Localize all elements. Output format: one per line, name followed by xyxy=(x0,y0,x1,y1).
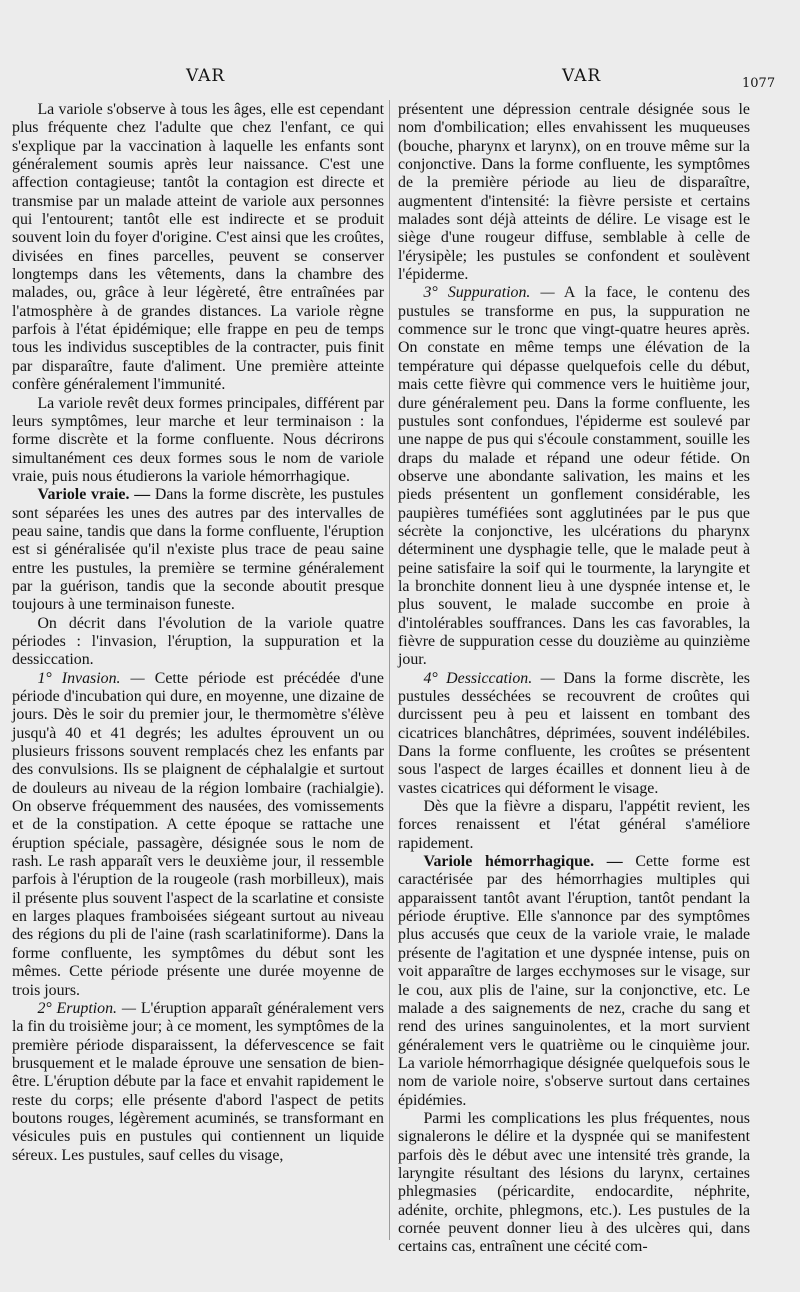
running-head-left: VAR xyxy=(186,66,226,86)
running-head-right: VAR xyxy=(562,66,602,86)
left-column xyxy=(12,101,384,1165)
section-paragraph xyxy=(398,670,750,798)
paragraph: La variole s'observe à tous les âges, elle est cependant plus fréquente chez l'adulte que chez l'enfant, ce qui s'explique par la vaccination à laquelle les enfants sont généralement soumis après leur naissance. C'est une affection contagieuse; tantôt la contagion est directe et transmise par un malade atteint de variole aux personnes qui l'entourent; tantôt elle est indirecte et se produit souvent loin du foyer d'origine. C'est ainsi que les croûtes, divisées en fines parcelles, peuvent se conserver longtemps dans les vêtements, dans la chambre des malades, ou, grâce à leur légèreté, être entraînées par l'atmosphère à de grandes distances. La variole règne parfois à l'état épidémique; elle frappe en peu de temps tous les individus susceptibles de la contracter, puis finit par disparaître, faute d'aliment. Une première atteinte confère généralement l'immunité. xyxy=(12,101,384,394)
section-paragraph xyxy=(12,486,384,614)
period-heading-suppuration: 3° Suppuration. — xyxy=(423,284,555,302)
period-heading-dessiccation: 4° Dessiccation. — xyxy=(423,669,555,687)
paragraph-text: Cette forme est caractérisée par des hémorrhagies multiples qui apparaissent tantôt avant l'éruption, tantôt pendant la période éruptive. Elle s'annonce par des symptômes plus accusés que ceux de la variole vraie, le malade présente de l'agitation et une dyspnée intense, puis on voit apparaître de larges ecchymoses sur le visage, sur le cou, aux plis de l'aine, sur la conjonctive, etc. Le malade a des saignements de nez, crache du sang et rend des urines sanguinolentes, et la mort survient généralement vers le quatrième ou le cinquième jour. La variole hémorrhagique désignée quelquefois sous le nom de variole noire, s'observe surtout dans certaines épidémies. xyxy=(398,853,750,1109)
paragraph: Parmi les complications les plus fréquentes, nous signalerons le délire et la dyspnée qui se manifestent parfois dès le début avec une intensité très grande, la laryngite résultant des lésions du larynx, certaines phlegmasies (péricardite, endocardite, néphrite, adénite, orchite, phlegmons, etc.). Les pustules de la cornée peuvent donner lieu à des ulcères qui, dans certains cas, entraînent une cécité com- xyxy=(398,1109,750,1256)
section-paragraph xyxy=(398,853,750,1110)
period-heading-invasion: 1° Invasion. — xyxy=(37,669,145,687)
period-heading-eruption: 2° Eruption. — xyxy=(37,999,136,1017)
paragraph-text: A la face, le contenu des pustules se transforme en pus, la suppuration ne commence sur le tronc que vingt-quatre heures après. On constate en même temps une élévation de la température qui dépasse quelquefois celle du début, mais cette fièvre qui commence vers le huitième jour, dure généralement peu. Dans la forme confluente, les pustules sont confondues, l'épiderme est soulevé par une nappe de pus qui s'écoule constamment, souille les draps du malade et répand une odeur fétide. On observe une abondante salivation, les mains et les pieds présentent un gonflement considérable, les paupières tuméfiées sont agglutinées par le pus que sécrète la conjonctive, les ulcérations du pharynx déterminent une dysphagie telle, que le malade peut à peine satisfaire la soif qui le tourmente, la laryngite et la bronchite donnent lieu à une dyspnée intense et, le plus souvent, le malade succombe en proie à d'intolérables souffrances. Dans les cas favorables, la fièvre de suppuration cesse du douzième au quinzième jour. xyxy=(398,284,750,669)
paragraph: La variole revêt deux formes principales, différent par leurs symptômes, leur marche et leur terminaison : la forme discrète et la forme confluente. Nous décrirons simultanément ces deux formes sous le nom de variole vraie, puis nous étudierons la variole hémorrhagique. xyxy=(12,394,384,485)
page-number: 1077 xyxy=(742,76,776,91)
section-heading-variole-hemorrhagique: Variole hémorrhagique. — xyxy=(423,853,623,871)
paragraph: Dès que la fièvre a disparu, l'appétit revient, les forces renaissent et l'état général s'améliore rapidement. xyxy=(398,798,750,852)
right-column xyxy=(398,101,750,1257)
section-paragraph xyxy=(12,1000,384,1165)
column-divider xyxy=(389,100,390,1240)
paragraph-text: Dans la forme discrète, les pustules sont séparées les unes des autres par des intervalles de peau saine, tandis que dans la forme confluente, l'éruption est si généralisée qu'il n'existe plus trace de peau saine entre les pustules, la première se termine généralement par la guérison, tandis que la seconde aboutit presque toujours à une terminaison funeste. xyxy=(12,486,384,614)
section-paragraph xyxy=(398,284,750,669)
section-paragraph xyxy=(12,670,384,1000)
paragraph-text: Dans la forme discrète, les pustules desséchées se recouvrent de croûtes qui durcissent peu à peu et laissent en tombant des cicatrices blanchâtres, déprimées, souvent indélébiles. Dans la forme confluente, les croûtes se présentent sous l'aspect de larges écailles et donnent lieu à de vastes cicatrices qui déforment le visage. xyxy=(398,669,750,797)
paragraph-text: Cette période est précédée d'une période d'incubation qui dure, en moyenne, une dizaine de jours. Dès le soir du premier jour, le thermomètre s'élève jusqu'à 40 et 41 degrés; les adultes éprouvent un ou plusieurs frissons souvent remplacés chez les enfants par des convulsions. Ils se plaignent de céphalalgie et surtout de douleurs au niveau de la région lombaire (rachialgie). On observe fréquemment des nausées, des vomissements et de la constipation. A cette époque se rattache une éruption spéciale, passagère, désignée sous le nom de rash. Le rash apparaît vers le deuxième jour, il ressemble parfois à l'éruption de la rougeole (rash morbilleux), mais il présente plus souvent l'aspect de la scarlatine et consiste en larges plaques framboisées siégeant surtout au niveau des régions du pli de l'aine (rash scarlatiniforme). Dans la forme confluente, les symptômes du début sont les mêmes. Cette période présente une durée moyenne de trois jours. xyxy=(12,669,384,999)
paragraph: On décrit dans l'évolution de la variole quatre périodes : l'invasion, l'éruption, la suppuration et la dessiccation. xyxy=(12,614,384,669)
paragraph: présentent une dépression centrale désignée sous le nom d'ombilication; elles envahissent les muqueuses (bouche, pharynx et larynx), on en trouve même sur la conjonctive. Dans la forme confluente, les symptômes de la première période au lieu de disparaître, augmentent d'intensité: la fièvre persiste et certains malades sont déjà atteints de délire. Le visage est le siège d'une rougeur diffuse, semblable à celle de l'érysipèle; les pustules se confondent et soulèvent l'épiderme. xyxy=(398,101,750,284)
paragraph-text: L'éruption apparaît généralement vers la fin du troisième jour; à ce moment, les symptômes de la première période disparaissent, la défervescence se fait brusquement et le malade éprouve une sensation de bien-être. L'éruption débute par la face et envahit rapidement le reste du corps; elle présente d'abord l'aspect de petits boutons rouges, légèrement acuminés, se transformant en vésicules puis en pustules qui contiennent un liquide séreux. Les pustules, sauf celles du visage, xyxy=(12,999,385,1164)
section-heading-variole-vraie: Variole vraie. — xyxy=(37,486,151,504)
